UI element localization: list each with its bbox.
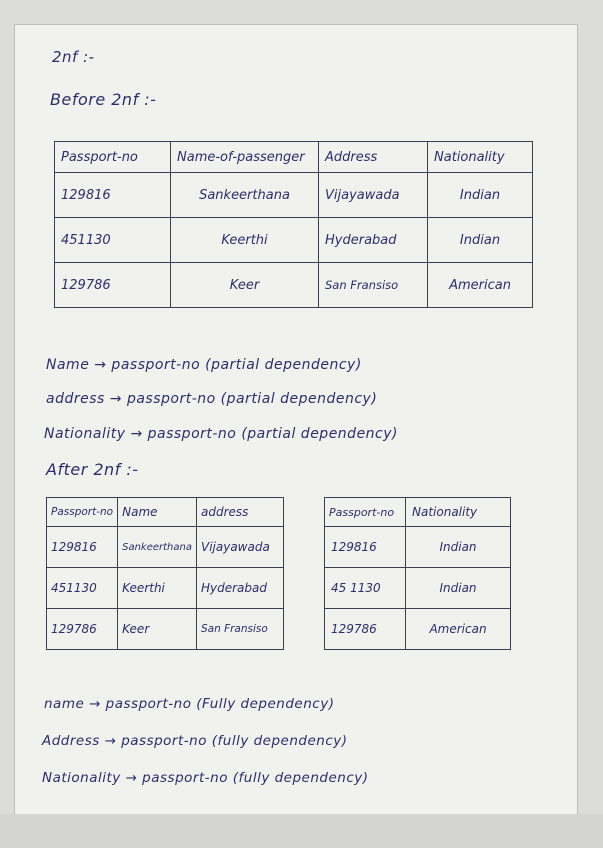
table-row <box>55 173 533 218</box>
cell: 129816 <box>55 173 171 218</box>
cell: Sankeerthana <box>118 527 197 568</box>
after-right-header <box>325 498 511 527</box>
table-row <box>55 263 533 308</box>
cell: Indian <box>406 527 511 568</box>
after-table-left <box>46 497 284 650</box>
after-table-right <box>324 497 511 650</box>
cell: Vijayawada <box>319 173 428 218</box>
cell: Keer <box>118 609 197 650</box>
before-table-header <box>55 142 533 173</box>
table-row <box>47 527 284 568</box>
cell: Indian <box>428 173 533 218</box>
cell: American <box>406 609 511 650</box>
cell: San Fransiso <box>319 263 428 308</box>
dependency-line: address → passport-no (partial dependency) <box>46 391 378 407</box>
table-row <box>55 218 533 263</box>
header-cell: Passport-no <box>55 142 171 173</box>
after-left-header <box>47 498 284 527</box>
cell: American <box>428 263 533 308</box>
cell: Keer <box>171 263 319 308</box>
cell: 451130 <box>47 568 118 609</box>
cell: Vijayawada <box>196 527 283 568</box>
header-cell: Name-of-passenger <box>171 142 319 173</box>
table-row <box>325 568 511 609</box>
header-cell: Passport-no <box>325 498 406 527</box>
header-cell: Nationality <box>406 498 511 527</box>
table-row <box>325 527 511 568</box>
cell: 451130 <box>55 218 171 263</box>
desk-surface <box>0 814 603 848</box>
cell: Indian <box>406 568 511 609</box>
cell: Sankeerthana <box>171 173 319 218</box>
table-row <box>325 609 511 650</box>
cell: 129786 <box>47 609 118 650</box>
section-heading: 2nf :- <box>52 48 95 66</box>
header-cell: Passport-no <box>47 498 118 527</box>
dependency-line: Address → passport-no (fully dependency) <box>42 733 348 749</box>
cell: Hyderabad <box>319 218 428 263</box>
cell: Indian <box>428 218 533 263</box>
header-cell: address <box>196 498 283 527</box>
cell: Keerthi <box>171 218 319 263</box>
cell: 129786 <box>55 263 171 308</box>
cell: Keerthi <box>118 568 197 609</box>
dependency-line: Nationality → passport-no (fully dependency) <box>42 770 369 786</box>
table-row <box>47 609 284 650</box>
header-cell: Nationality <box>428 142 533 173</box>
cell: 45 1130 <box>325 568 406 609</box>
cell: Hyderabad <box>196 568 283 609</box>
table-row <box>47 568 284 609</box>
before-heading: Before 2nf :- <box>50 90 157 109</box>
before-table <box>54 141 533 308</box>
cell: San Fransiso <box>196 609 283 650</box>
dependency-line: Nationality → passport-no (partial dependency) <box>44 426 398 442</box>
cell: 129816 <box>325 527 406 568</box>
dependency-line: Name → passport-no (partial dependency) <box>46 357 362 373</box>
dependency-line: name → passport-no (Fully dependency) <box>44 696 335 712</box>
cell: 129786 <box>325 609 406 650</box>
after-heading: After 2nf :- <box>46 460 139 479</box>
header-cell: Address <box>319 142 428 173</box>
header-cell: Name <box>118 498 197 527</box>
cell: 129816 <box>47 527 118 568</box>
